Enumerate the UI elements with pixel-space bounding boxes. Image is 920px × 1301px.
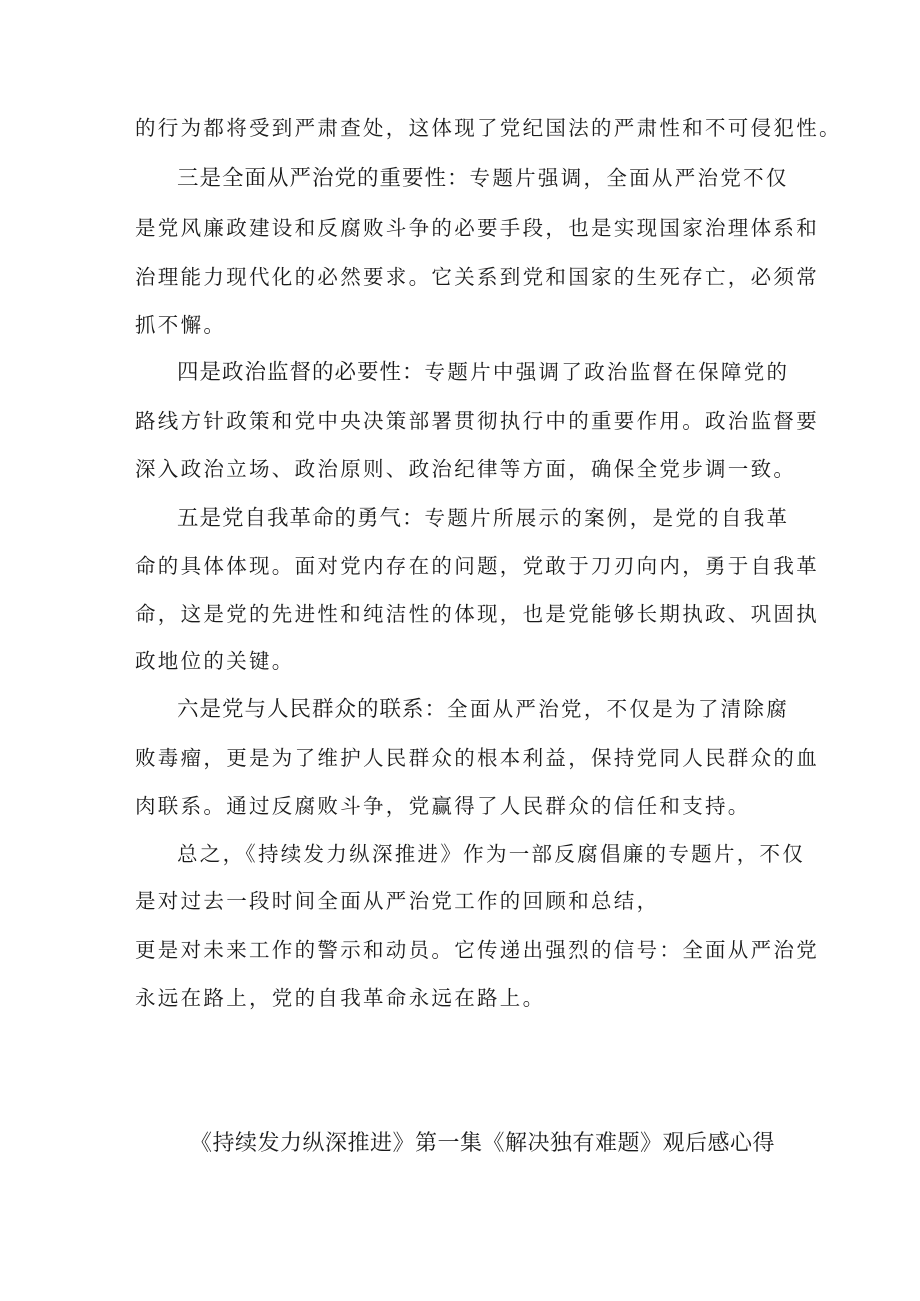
paragraph-line: 深入政治立场、政治原则、政治纪律等方面，确保全党步调一致。 [135, 457, 797, 481]
paragraph-line: 命，这是党的先进性和纯洁性的体现，也是党能够长期执政、巩固执 [135, 602, 819, 626]
paragraph-text: 专题片中强调了政治监督在保障党的 [424, 360, 790, 384]
paragraph-line [177, 163, 837, 194]
paragraph-line [177, 357, 837, 388]
paragraph-line [177, 694, 837, 725]
paragraph-line: 更是对未来工作的警示和动员。它传递出强烈的信号：全面从严治党 [135, 938, 819, 962]
paragraph-line: 败毒瘤，更是为了维护人民群众的根本利益，保持党同人民群众的血 [135, 746, 819, 770]
paragraph-line [177, 503, 837, 534]
paragraph-line: 总之，《持续发力纵深推进》作为一部反腐倡廉的专题片，不仅 [177, 842, 806, 866]
paragraph-lead: 四是政治监督的必要性： [177, 360, 425, 385]
paragraph-lead: 六是党与人民群众的联系： [177, 697, 448, 722]
section-title: 《持续发力纵深推进》第一集《解决独有难题》观后感心得 [190, 1131, 776, 1156]
paragraph-line: 政地位的关键。 [135, 649, 295, 673]
paragraph-line: 是对过去一段时间全面从严治党工作的回顾和总结， [135, 889, 660, 913]
paragraph-lead: 五是党自我革命的勇气： [177, 506, 425, 531]
paragraph-line: 治理能力现代化的必然要求。它关系到党和国家的生死存亡，必须常 [135, 265, 819, 289]
paragraph-lead: 三是全面从严治党的重要性： [177, 166, 470, 191]
paragraph-line: 命的具体体现。面对党内存在的问题，党敢于刀刃向内，勇于自我革 [135, 554, 819, 578]
paragraph-line: 肉联系。通过反腐败斗争，党赢得了人民群众的信任和支持。 [135, 794, 751, 818]
paragraph-line: 抓不懈。 [135, 313, 227, 337]
paragraph-line: 永远在路上，党的自我革命永远在路上。 [135, 986, 546, 1010]
paragraph-line: 的行为都将受到严肃查处，这体现了党纪国法的严肃性和不可侵犯性。 [135, 116, 842, 140]
paragraph-line: 是党风廉政建设和反腐败斗争的必要手段，也是实现国家治理体系和 [135, 216, 819, 240]
paragraph-text: 专题片所展示的案例，是党的自我革 [424, 506, 790, 530]
paragraph-text: 专题片强调，全面从严治党不仅 [469, 166, 789, 190]
paragraph-line: 路线方针政策和党中央决策部署贯彻执行中的重要作用。政治监督要 [135, 409, 819, 433]
paragraph-text: 全面从严治党，不仅是为了清除腐 [447, 697, 790, 721]
